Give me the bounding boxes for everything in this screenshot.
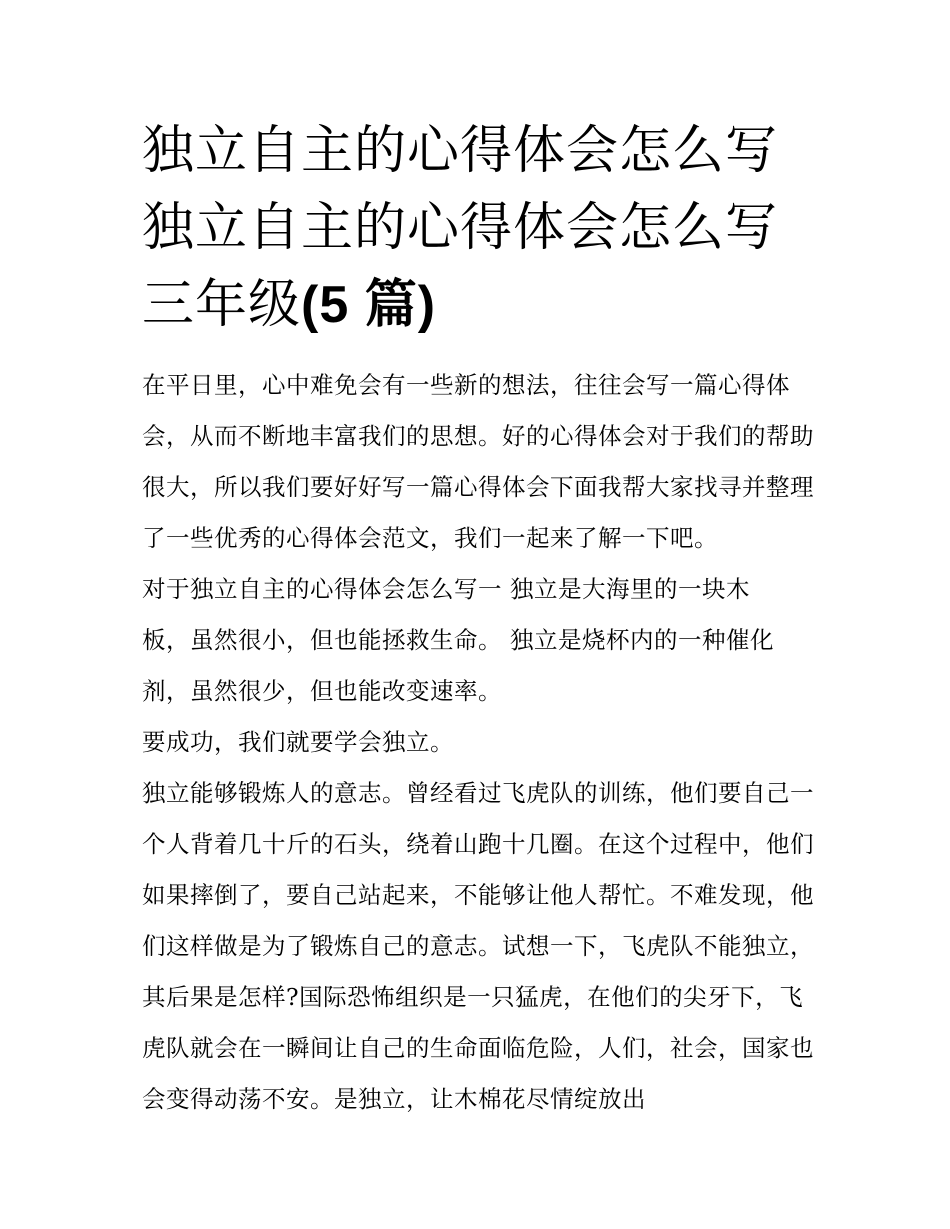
document-title-count: (5 篇) <box>301 276 437 334</box>
paragraph-willpower: 独立能够锻炼人的意志。曾经看过飞虎队的训练，他们要自己一个人背着几十斤的石头，绕着山跑十几圈。在这个过程中，他们如果摔倒了，要自己站起来，不能够让他人帮忙。不难发现，他们这样做是为了锻炼自己的意志。试想一下，飞虎队不能独立，其后果是怎样?国际恐怖组织是一只猛虎，在他们的尖牙下，飞虎队就会在一瞬间让自己的生命面临危险，人们，社会，国家也会变得动荡不安。是独立，让木棉花尽情绽放出 <box>142 779 814 1113</box>
paragraph-thesis: 要成功，我们就要学会独立。 <box>142 728 454 756</box>
document-title <box>142 113 814 344</box>
paragraph-intro: 在平日里，心中难免会有一些新的想法，往往会写一篇心得体会，从而不断地丰富我们的思想。好的心得体会对于我们的帮助很大，所以我们要好好写一篇心得体会下面我帮大家找寻并整理了一些优秀的心得体会范文，我们一起来了解一下吧。 <box>142 371 814 552</box>
document-title-main: 独立自主的心得体会怎么写 独立自主的心得体会怎么写三年级 <box>142 121 779 335</box>
document-page <box>142 113 814 1125</box>
paragraph-essay-opening: 对于独立自主的心得体会怎么写一 独立是大海里的一块木板，虽然很小，但也能拯救生命。 独立是烧杯内的一种催化剂，虽然很少，但也能改变速率。 <box>142 575 774 705</box>
